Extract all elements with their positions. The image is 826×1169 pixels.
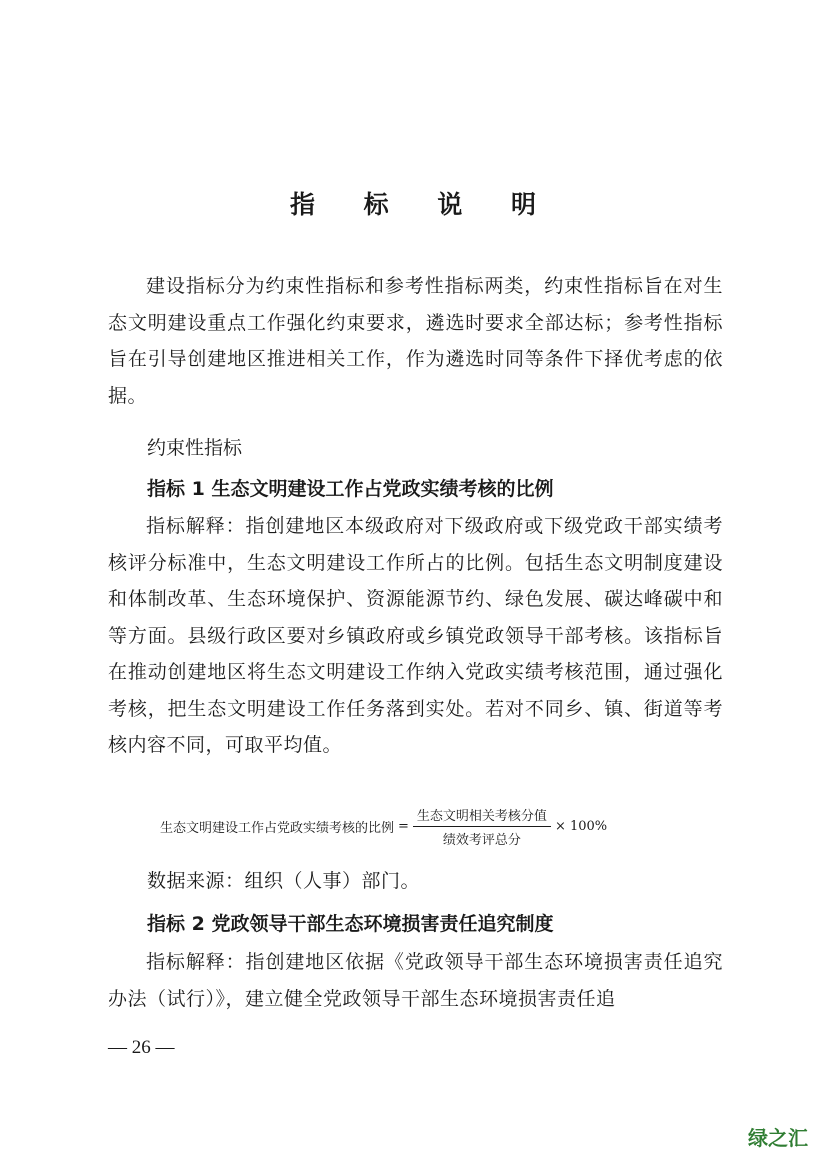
intro-paragraph-text: 建设指标分为约束性指标和参考性指标两类，约束性指标旨在对生态文明建设重点工作强化约束要求，遴选时要求全部达标；参考性指标旨在引导创建地区推进相关工作，作为遴选时同等条件下择优考虑的依据。 [108, 275, 723, 407]
indicator-1-heading: 指标 1 生态文明建设工作占党政实绩考核的比例 [147, 478, 554, 500]
formula-multiplier: × 100% [554, 818, 608, 834]
formula-denominator: 绩效考评总分 [442, 832, 521, 848]
indicator-1-data-source: 数据来源：组织（人事）部门。 [147, 870, 421, 892]
formula-fraction [413, 805, 551, 848]
intro-paragraph [108, 268, 723, 414]
subheading-binding-indicators: 约束性指标 [147, 437, 243, 459]
watermark-logo: 绿之汇 [748, 1126, 808, 1150]
formula-lhs: 生态文明建设工作占党政实绩考核的比例 [160, 820, 395, 836]
formula-numerator: 生态文明相关考核分值 [413, 805, 551, 827]
indicator-1-formula [160, 800, 680, 852]
formula-equals: = [398, 818, 409, 834]
indicator-2-explanation [108, 944, 723, 1017]
page-title: 指 标 说 明 [289, 190, 557, 219]
indicator-2-explanation-text: 指标解释：指创建地区依据《党政领导干部生态环境损害责任追究办法（试行）》，建立健全党政领导干部生态环境损害责任追 [108, 951, 723, 1010]
indicator-1-explanation [108, 508, 723, 764]
indicator-2-heading: 指标 2 党政领导干部生态环境损害责任追究制度 [147, 913, 554, 935]
indicator-1-explanation-text: 指标解释：指创建地区本级政府对下级政府或下级党政干部实绩考核评分标准中，生态文明建设工作所占的比例。包括生态文明制度建设和体制改革、生态环境保护、资源能源节约、绿色发展、碳达峰碳中和等方面。县级行政区要对乡镇政府或乡镇党政领导干部考核。该指标旨在推动创建地区将生态文明建设工作纳入党政实绩考核范围，通过强化考核，把生态文明建设工作任务落到实处。若对不同乡、镇、街道等考核内容不同，可取平均值。 [108, 515, 723, 756]
page-number: — 26 — [108, 1037, 175, 1058]
